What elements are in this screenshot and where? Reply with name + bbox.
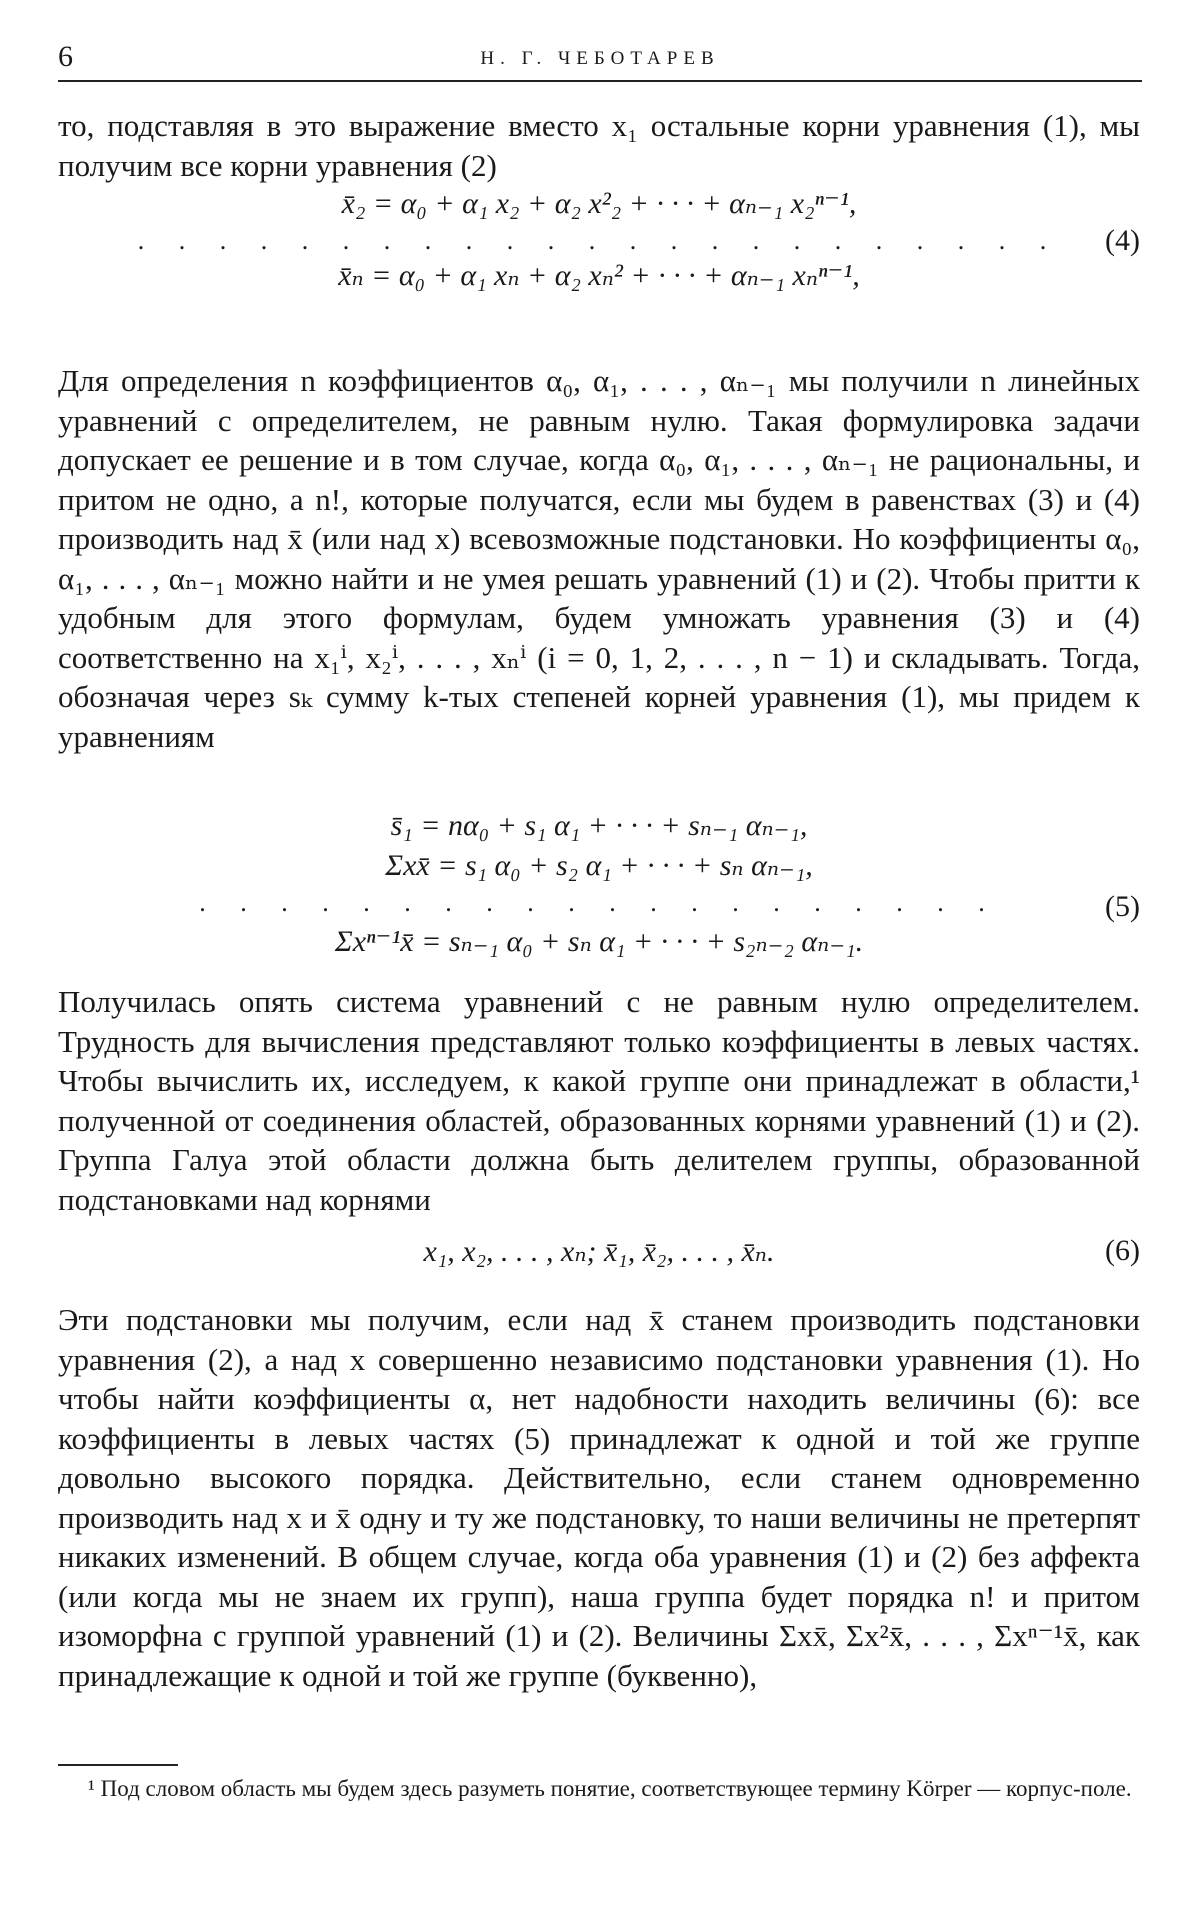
equation-number-4: (4) — [1105, 224, 1140, 257]
equation-6 — [58, 1232, 1140, 1276]
equation-4-line-3: x̄ₙ = α₀ + α₁ xₙ + α₂ xₙ² + · · · + αₙ₋₁ xₙⁿ⁻¹, — [338, 259, 860, 292]
equation-5-dots: . . . . . . . . . . . . . . . . . . . . — [199, 888, 999, 917]
page-number: 6 — [58, 40, 73, 73]
equation-4-dots: . . . . . . . . . . . . . . . . . . . . . . . — [137, 226, 1061, 255]
paragraph-3: Получилась опять система уравнений с не равным нулю определителем. Трудность для вычисления представляют только коэффициенты в левых частях. Чтобы вычислить их, исследуем, к какой группе они принадлежат в области,¹ полученной от соединения областей, образованных корнями уравнений (1) и (2). Группа Галуа этой области должна быть делителем группы, образованной подстановками над корнями — [58, 984, 1140, 1217]
paragraph-2: Для определения n коэффициентов α₀, α₁, . . . , αₙ₋₁ мы получили n линейных уравнений с определителем, не равным нулю. Такая формулировка задачи допускает ее решение и в том случае, когда α₀, α₁, . . . , αₙ₋₁ не рациональны, и притом не одно, а n!, которые получатся, если мы будем в равенствах (3) и (4) производить над x̄ (или над x) всевозможные подстановки. Но коэффициенты α₀, α₁, . . . , αₙ₋₁ можно найти и не умея решать уравнений (1) и (2). Чтобы притти к удобным для этого формулам, будем умножать уравнения (3) и (4) соответственно на x₁ⁱ, x₂ⁱ, . . . , xₙⁱ (i = 0, 1, 2, . . . , n − 1) и складывать. Тогда, обозначая через sₖ сумму k-тых степеней корней уравнения (1), мы придем к уравнениям — [58, 363, 1140, 754]
running-head — [58, 40, 1142, 82]
paragraph-2-block — [58, 361, 1140, 756]
running-title: Н. Г. ЧЕБОТАРЕВ — [480, 48, 720, 69]
equation-5 — [58, 806, 1140, 966]
equation-4-line-1: x̄₂ = α₀ + α₁ x₂ + α₂ x²₂ + · · · + αₙ₋₁ x₂ⁿ⁻¹, — [341, 187, 857, 220]
equation-6-line-1: x₁, x₂, . . . , xₙ; x̄₁, x̄₂, . . . , x̄ₙ. — [423, 1235, 775, 1268]
paragraph-4-block — [58, 1300, 1140, 1695]
footnote: ¹ Под словом область мы будем здесь разуметь понятие, соответствующее термину Körper — корпус-поле. — [88, 1776, 1132, 1801]
equation-5-line-2: Σxx̄ = s₁ α₀ + s₂ α₁ + · · · + sₙ αₙ₋₁, — [385, 849, 813, 882]
equation-5-line-1: s̄₁ = nα₀ + s₁ α₁ + · · · + sₙ₋₁ αₙ₋₁, — [390, 809, 808, 842]
paragraph-1: то, подставляя в это выражение вместо x₁ остальные корни уравнения (1), мы получим все корни уравнения (2) — [58, 108, 1140, 183]
paragraph-1-block — [58, 106, 1140, 185]
equation-4 — [58, 176, 1140, 296]
equation-number-6: (6) — [1105, 1234, 1140, 1267]
paragraph-3-block — [58, 982, 1140, 1219]
paragraph-4: Эти подстановки мы получим, если над x̄ станем производить подстановки уравнения (2), а над x совершенно независимо подстановки уравнения (1). Но чтобы найти коэффициенты α, нет надобности находить величины (6): все коэффициенты в левых частях (5) принадлежат к одной и той же группе довольно высокого порядка. Действительно, если станем одновременно производить над x и x̄ одну и ту же подстановку, то наши величины не претерпят никаких изменений. В общем случае, когда оба уравнения (1) и (2) без аффекта (или когда мы не знаем их групп), наша группа будет порядка n! и притом изоморфна с группой уравнений (1) и (2). Величины Σxx̄, Σx²x̄, . . . , Σxⁿ⁻¹x̄, как принадлежащие к одной и той же группе (буквенно), — [58, 1302, 1140, 1693]
footnote-rule — [58, 1764, 178, 1766]
equation-number-5: (5) — [1105, 890, 1140, 923]
equation-5-line-4: Σxⁿ⁻¹x̄ = sₙ₋₁ α₀ + sₙ α₁ + · · · + s₂ₙ₋₂ αₙ₋₁. — [334, 925, 864, 958]
